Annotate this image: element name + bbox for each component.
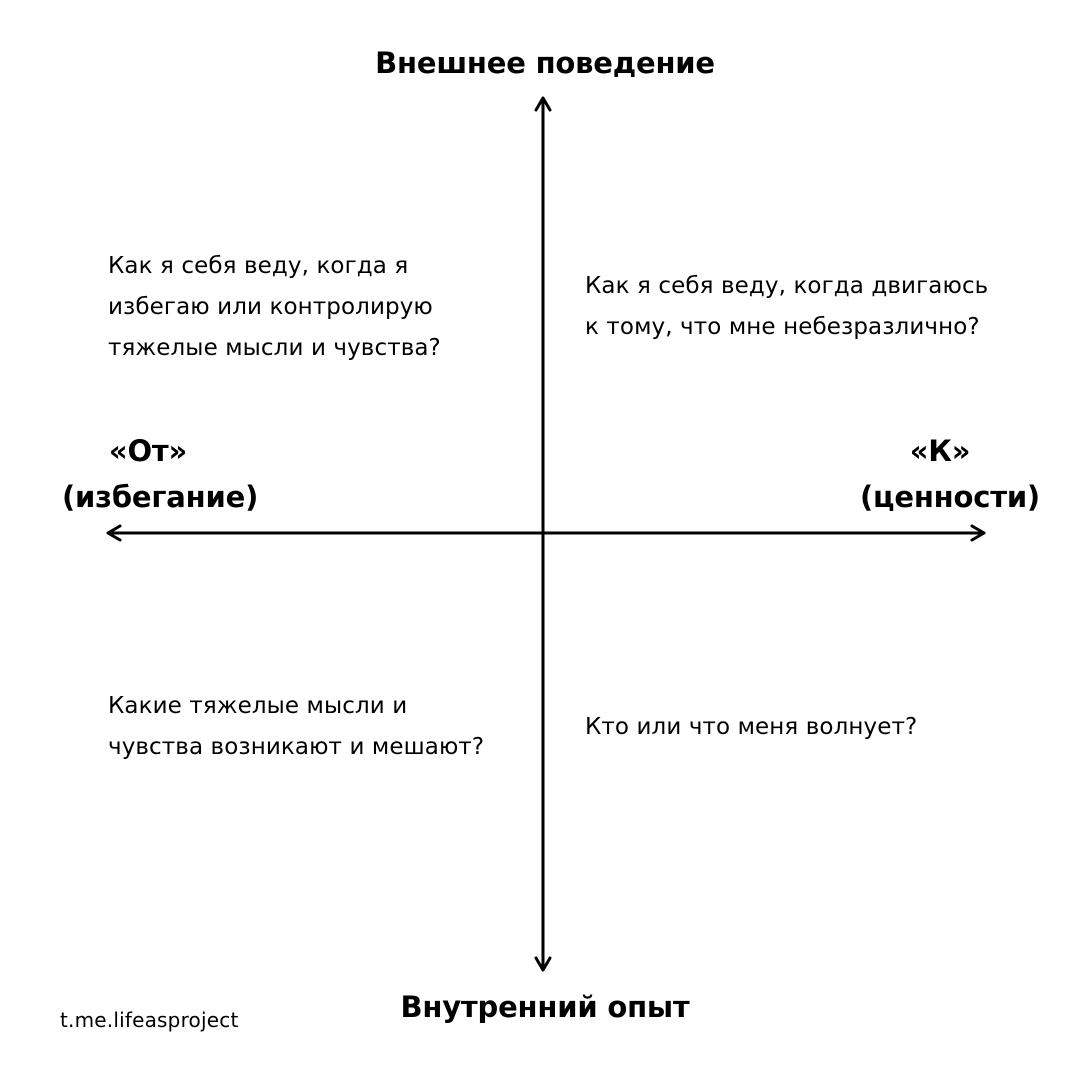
pole-left xyxy=(62,428,259,520)
pole-right xyxy=(860,428,1040,520)
pole-right-label: «К» xyxy=(909,434,971,468)
axis-title-top: Внешнее поведение xyxy=(375,46,715,80)
quadrant-line: Кто или что меня волнует? xyxy=(585,714,918,740)
quadrant-line: чувства возникают и мешают? xyxy=(108,734,485,760)
axis-title-bottom: Внутренний опыт xyxy=(400,990,690,1024)
quadrant-line: к тому, что мне небезразлично? xyxy=(585,314,980,340)
quadrant-line: Как я себя веду, когда двигаюсь xyxy=(585,273,989,299)
quadrant-line: Какие тяжелые мысли и xyxy=(108,693,408,719)
quadrant-top-left xyxy=(108,246,441,369)
pole-left-label: «От» xyxy=(108,434,188,468)
credit-link-text: t.me.lifeasproject xyxy=(60,1008,239,1032)
pole-left-sublabel: (избегание) xyxy=(62,480,259,514)
quadrant-bottom-left xyxy=(108,686,484,768)
quadrant-line: избегаю или контролирую xyxy=(108,294,433,320)
pole-right-sublabel: (ценности) xyxy=(860,480,1040,514)
quadrant-top-right xyxy=(585,266,988,348)
quadrant-bottom-right xyxy=(585,707,917,748)
quadrant-line: Как я себя веду, когда я xyxy=(108,253,409,279)
quadrant-line: тяжелые мысли и чувства? xyxy=(108,335,441,361)
